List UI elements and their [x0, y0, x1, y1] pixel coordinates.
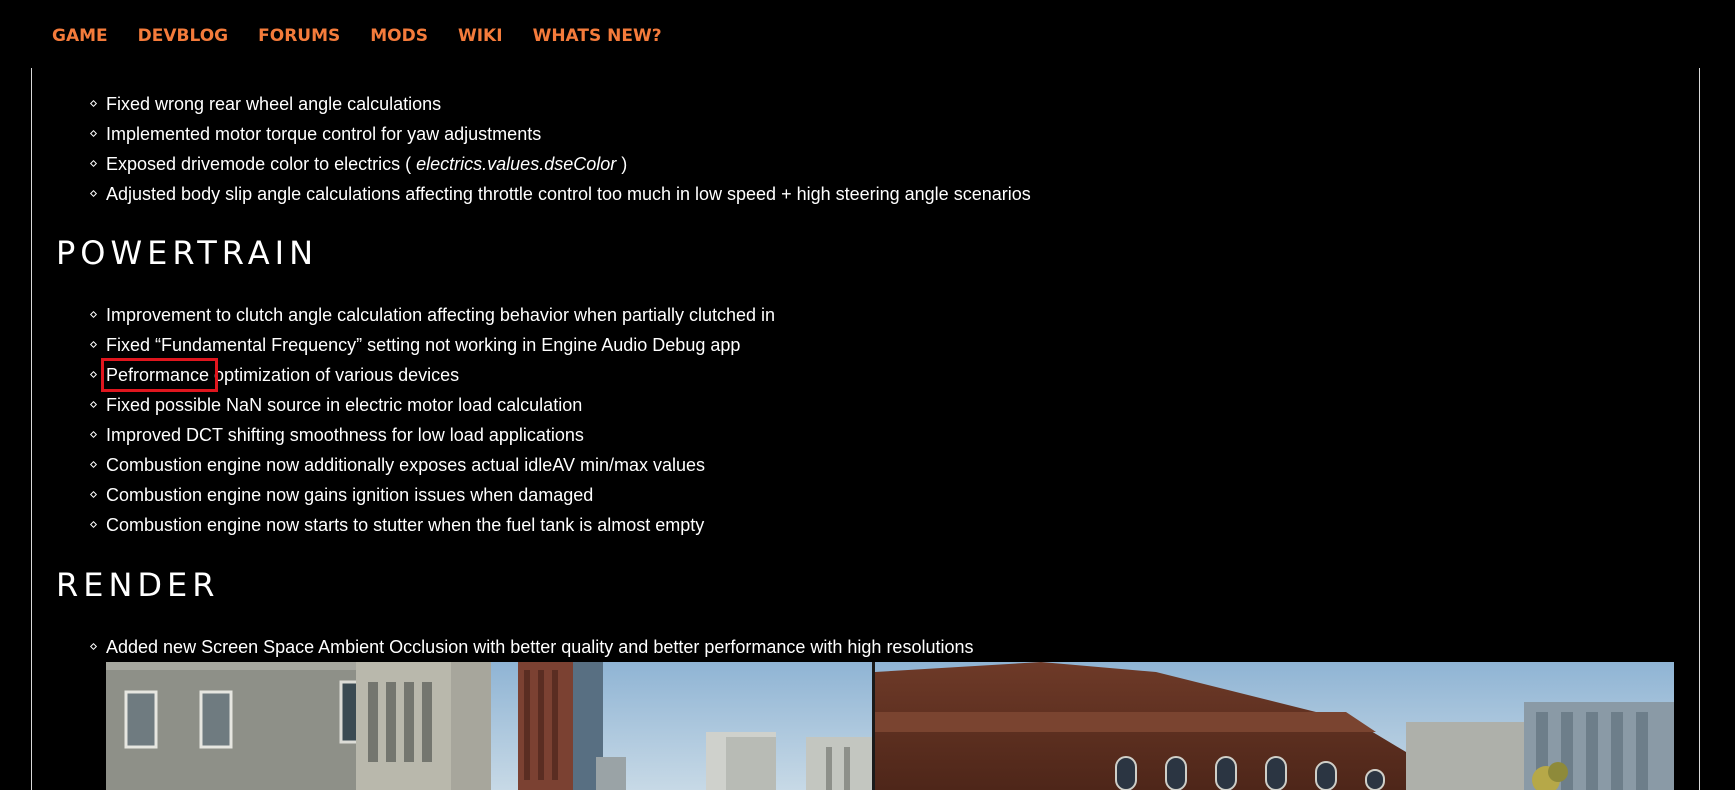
diamond-bullet-icon [90, 130, 97, 137]
powertrain-list [0, 300, 775, 540]
list-item-text-suffix: ) [616, 154, 628, 174]
list-item [0, 179, 1031, 209]
list-item-text: Fixed possible NaN source in electric motor load calculation [106, 395, 583, 415]
diamond-bullet-icon [90, 190, 97, 197]
diamond-bullet-icon [90, 100, 97, 107]
list-item [0, 480, 775, 510]
diamond-bullet-icon [90, 491, 97, 498]
list-item-text: Combustion engine now starts to stutter when the fuel tank is almost empty [106, 515, 705, 535]
nav-list [52, 26, 692, 46]
list-item [0, 149, 1031, 179]
nav-wiki-link[interactable]: WIKI [457, 26, 503, 46]
list-item-text: Adjusted body slip angle calculations affecting throttle control too much in low speed + high steering angle scenarios [106, 184, 1031, 204]
list-item-text: Pefrormance optimization of various devices [106, 365, 460, 385]
diamond-bullet-icon [90, 160, 97, 167]
list-item [0, 330, 775, 360]
diamond-bullet-icon [90, 371, 97, 378]
list-item-text: Combustion engine now additionally exposes actual idleAV min/max values [106, 455, 706, 475]
content-frame-right-border [1699, 68, 1700, 790]
list-item-text: Combustion engine now gains ignition issues when damaged [106, 485, 594, 505]
list-item-text: Fixed wrong rear wheel angle calculations [106, 94, 442, 114]
nav-mods-link[interactable]: MODS [370, 26, 428, 46]
list-item [0, 632, 974, 662]
list-item-text: Fixed “Fundamental Frequency” setting not working in Engine Audio Debug app [106, 335, 741, 355]
top-navigation [0, 0, 1735, 68]
render-list [0, 632, 974, 662]
nav-devblog-link[interactable]: DEVBLOG [137, 26, 229, 46]
list-item [0, 300, 775, 330]
diamond-bullet-icon [90, 401, 97, 408]
diamond-bullet-icon [90, 311, 97, 318]
ssao-comparison-image [106, 662, 1674, 790]
list-item-text: Implemented motor torque control for yaw adjustments [106, 124, 542, 144]
list-item [0, 119, 1031, 149]
diamond-bullet-icon [90, 461, 97, 468]
changelog-list [0, 89, 1031, 209]
nav-game-link[interactable]: GAME [52, 26, 108, 46]
highlight-box [101, 358, 218, 392]
list-item-text-prefix: Exposed drivemode color to electrics ( [106, 154, 417, 174]
list-item [0, 420, 775, 450]
list-item [0, 89, 1031, 119]
city-comparison-picture [106, 662, 1674, 790]
list-item-text: Improvement to clutch angle calculation affecting behavior when partially clutched in [106, 305, 776, 325]
code-reference: electrics.values.dseColor [416, 154, 617, 174]
diamond-bullet-icon [90, 431, 97, 438]
list-item [0, 390, 775, 420]
nav-forums-link[interactable]: FORUMS [258, 26, 341, 46]
list-item [0, 450, 775, 480]
diamond-bullet-icon [90, 521, 97, 528]
nav-whats-new-link[interactable]: WHATS NEW? [532, 26, 662, 46]
list-item-text: Added new Screen Space Ambient Occlusion with better quality and better performance with high resolutions [106, 637, 974, 657]
list-item-text: Improved DCT shifting smoothness for low load applications [106, 425, 584, 445]
section-heading-powertrain: POWERTRAIN [56, 234, 318, 272]
diamond-bullet-icon [90, 643, 97, 650]
list-item [0, 510, 775, 540]
diamond-bullet-icon [90, 341, 97, 348]
section-heading-render: RENDER [56, 566, 220, 604]
